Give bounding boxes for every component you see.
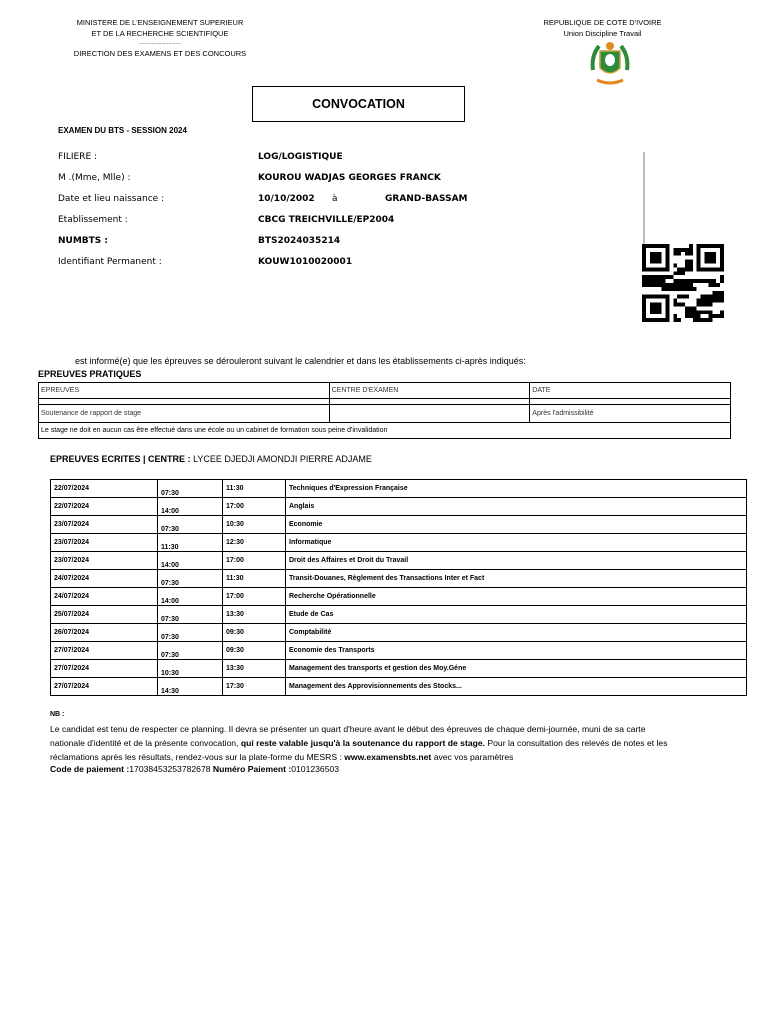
- schedule-subject: Recherche Opérationnelle: [286, 588, 747, 606]
- ministry-line-2: ET DE LA RECHERCHE SCIENTIFIQUE: [91, 29, 229, 38]
- schedule-date: 22/07/2024: [51, 480, 158, 498]
- schedule-subject: Economie: [286, 516, 747, 534]
- schedule-subject: Anglais: [286, 498, 747, 516]
- ministry-header: [60, 17, 260, 59]
- schedule-start: 14:30: [158, 678, 223, 696]
- schedule-subject: Techniques d'Expression Française: [286, 480, 747, 498]
- col-centre: CENTRE D'EXAMEN: [329, 383, 530, 399]
- schedule-row: [51, 678, 747, 696]
- schedule-row: [51, 660, 747, 678]
- col-date: DATE: [530, 383, 731, 399]
- etablissement-value: CBCG TREICHVILLE/EP2004: [258, 215, 395, 225]
- republic-motto: Union Discipline Travail: [563, 29, 642, 38]
- schedule-subject: Management des transports et gestion des Moy.Géne: [286, 660, 747, 678]
- schedule-start: 07:30: [158, 480, 223, 498]
- website-link[interactable]: www.examensbts.net: [344, 752, 432, 762]
- schedule-row: [51, 552, 747, 570]
- numbts-value: BTS2024035214: [258, 236, 341, 246]
- schedule-end: 17:30: [223, 678, 286, 696]
- pratiques-table: [38, 382, 731, 439]
- schedule-end: 10:30: [223, 516, 286, 534]
- name-value: KOUROU WADJAS GEORGES FRANCK: [258, 173, 441, 183]
- pratique-date: Après l'admissibilité: [530, 405, 731, 423]
- schedule-start: 11:30: [158, 534, 223, 552]
- ecrites-title: EPREUVES ECRITES | CENTRE :: [50, 454, 191, 464]
- nb-label: NB :: [50, 711, 65, 718]
- schedule-row: [51, 480, 747, 498]
- republic-header: [530, 17, 675, 39]
- etablissement-label: Etablissement :: [58, 215, 128, 225]
- schedule-row: [51, 516, 747, 534]
- schedule-row: [51, 534, 747, 552]
- payment-code-label: Code de paiement :: [50, 764, 130, 774]
- payment-code-value: 17038453253782678: [129, 764, 211, 774]
- qr-code-icon: [642, 244, 724, 322]
- identifiant-label: Identifiant Permanent :: [58, 257, 162, 267]
- schedule-row: [51, 588, 747, 606]
- schedule-date: 26/07/2024: [51, 624, 158, 642]
- schedule-subject: Informatique: [286, 534, 747, 552]
- ministry-line-1: MINISTERE DE L'ENSEIGNEMENT SUPERIEUR: [76, 18, 244, 27]
- payment-num-label: Numéro Paiement :: [212, 764, 292, 774]
- nb-text-part3: avec vos paramètres: [431, 752, 514, 762]
- schedule-start: 14:00: [158, 552, 223, 570]
- schedule-end: 11:30: [223, 480, 286, 498]
- schedule-row: [51, 498, 747, 516]
- schedule-start: 10:30: [158, 660, 223, 678]
- payment-line: [50, 764, 339, 774]
- schedule-date: 27/07/2024: [51, 678, 158, 696]
- schedule-end: 09:30: [223, 624, 286, 642]
- schedule-start: 14:00: [158, 498, 223, 516]
- schedule-row: [51, 570, 747, 588]
- ecrites-header: [50, 454, 372, 464]
- schedule-start: 07:30: [158, 624, 223, 642]
- schedule-date: 22/07/2024: [51, 498, 158, 516]
- nb-text-part2: Pour la consultation des relevés de notes et les réclamations après les résultats, rendez-vous sur la plate-forme du MESRS :: [50, 738, 668, 762]
- schedule-subject: Transit-Douanes, Règlement des Transactions Inter et Fact: [286, 570, 747, 588]
- schedule-subject: Economie des Transports: [286, 642, 747, 660]
- schedule-end: 13:30: [223, 660, 286, 678]
- schedule-end: 17:00: [223, 552, 286, 570]
- schedule-end: 09:30: [223, 642, 286, 660]
- photo-divider: [643, 152, 645, 250]
- pratiques-title: EPREUVES PRATIQUES: [38, 369, 142, 379]
- schedule-date: 23/07/2024: [51, 534, 158, 552]
- convocation-title: CONVOCATION: [252, 86, 465, 122]
- ministry-line-3: DIRECTION DES EXAMENS ET DES CONCOURS: [73, 49, 247, 58]
- ecrites-table: [50, 479, 747, 696]
- schedule-subject: Droit des Affaires et Droit du Travail: [286, 552, 747, 570]
- schedule-date: 24/07/2024: [51, 588, 158, 606]
- schedule-date: 24/07/2024: [51, 570, 158, 588]
- birth-label: Date et lieu naissance :: [58, 194, 165, 204]
- exam-title: EXAMEN DU BTS - SESSION 2024: [58, 126, 187, 135]
- numbts-label: NUMBTS :: [58, 236, 109, 246]
- ecrites-centre: LYCEE DJEDJI AMONDJI PIERRE ADJAME: [193, 454, 372, 464]
- schedule-subject: Comptabilité: [286, 624, 747, 642]
- filiere-value: LOG/LOGISTIQUE: [258, 152, 343, 162]
- nb-text: [50, 722, 670, 764]
- republic-name: REPUBLIQUE DE COTE D'IVOIRE: [543, 18, 662, 27]
- schedule-start: 07:30: [158, 570, 223, 588]
- payment-num-value: 0101236503: [291, 764, 340, 774]
- schedule-row: [51, 642, 747, 660]
- name-label: M .(Mme, Mlle) :: [58, 173, 131, 183]
- schedule-date: 23/07/2024: [51, 516, 158, 534]
- ministry-separator: ..............................: [139, 40, 181, 46]
- schedule-date: 27/07/2024: [51, 660, 158, 678]
- birth-separator: à: [332, 194, 338, 204]
- birth-date: 10/10/2002: [258, 194, 315, 204]
- birth-place: GRAND-BASSAM: [385, 194, 468, 204]
- schedule-date: 23/07/2024: [51, 552, 158, 570]
- schedule-end: 12:30: [223, 534, 286, 552]
- nb-text-part1: Le candidat est tenu de respecter ce planning. Il devra se présenter un quart d'heure avant le début des épreuves de chaque demi-journée, muni de sa carte nationale d'identité et de la présente convocation,: [50, 724, 646, 748]
- schedule-subject: Etude de Cas: [286, 606, 747, 624]
- coat-of-arms-icon: [589, 40, 631, 86]
- schedule-end: 13:30: [223, 606, 286, 624]
- identifiant-value: KOUW1010020001: [258, 257, 353, 267]
- schedule-row: [51, 606, 747, 624]
- schedule-end: 11:30: [223, 570, 286, 588]
- schedule-start: 07:30: [158, 516, 223, 534]
- schedule-date: 25/07/2024: [51, 606, 158, 624]
- schedule-start: 14:00: [158, 588, 223, 606]
- col-epreuves: EPREUVES: [39, 383, 330, 399]
- schedule-subject: Management des Approvisionnements des Stocks...: [286, 678, 747, 696]
- pratique-centre: [329, 405, 530, 423]
- schedule-start: 07:30: [158, 606, 223, 624]
- inform-text: est informé(e) que les épreuves se dérouleront suivant le calendrier et dans les établissements ci-après indiqués:: [75, 356, 526, 366]
- schedule-date: 27/07/2024: [51, 642, 158, 660]
- schedule-row: [51, 624, 747, 642]
- stage-note: Le stage ne doit en aucun cas être effectué dans une école ou un cabinet de formation sous peine d'invalidation: [39, 423, 731, 439]
- filiere-label: FILIERE :: [58, 152, 98, 162]
- pratique-epreuve: Soutenance de rapport de stage: [39, 405, 330, 423]
- schedule-end: 17:00: [223, 498, 286, 516]
- nb-text-bold: qui reste valable jusqu'à la soutenance du rapport de stage.: [240, 738, 486, 748]
- schedule-end: 17:00: [223, 588, 286, 606]
- schedule-start: 07:30: [158, 642, 223, 660]
